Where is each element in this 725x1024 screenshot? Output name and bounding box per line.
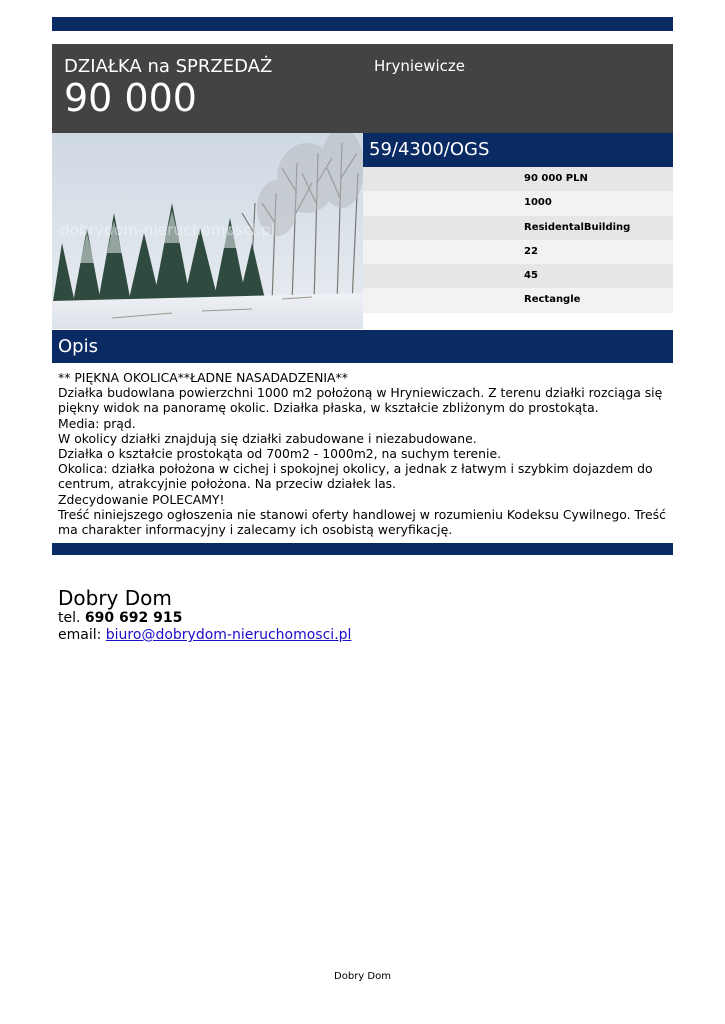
details-table bbox=[363, 167, 673, 313]
email-label: email: bbox=[58, 627, 102, 643]
property-photo bbox=[52, 133, 363, 329]
detail-value: 45 bbox=[524, 270, 538, 282]
bottom-accent-bar bbox=[52, 543, 673, 555]
listing-type: DZIAŁKA na SPRZEDAŻ bbox=[64, 56, 273, 77]
description-line: Działka o kształcie prostokąta od 700m2 - 1000m2, na suchym terenie. bbox=[58, 446, 502, 462]
detail-row-length bbox=[363, 264, 673, 288]
listing-location: Hryniewicze bbox=[374, 57, 466, 75]
description-line: ** PIĘKNA OKOLICA**ŁADNE NASADADZENIA** bbox=[58, 370, 348, 385]
description-line: Treść niniejszego ogłoszenia nie stanowi oferty handlowej w rozumieniu Kodeksu Cywilnego. Treść ma charakter informacyjny i zalecamy ich osobistą weryfikację. bbox=[58, 506, 666, 538]
listing-price: 90 000 bbox=[64, 76, 197, 120]
phone-line bbox=[58, 610, 658, 627]
description-line: Zdecydowanie POLECAMY! bbox=[58, 491, 225, 507]
email-line bbox=[58, 627, 658, 644]
phone-label: tel. bbox=[58, 610, 81, 626]
reference-number: 59/4300/OGS bbox=[369, 139, 490, 160]
detail-row-area bbox=[363, 191, 673, 215]
description-line: Media: prąd. bbox=[58, 415, 136, 431]
top-accent-bar bbox=[52, 17, 673, 31]
description-line: Działka budowlana powierzchni 1000 m2 położoną w Hryniewiczach. Z terenu działki rozciąga się piękny widok na panoramę okolic. Działka płaska, w kształcie zbliżonym do prostokąta. bbox=[58, 385, 663, 416]
listing-header bbox=[52, 44, 673, 133]
contact-block bbox=[58, 586, 658, 644]
email-link[interactable]: biuro@dobrydom-nieruchomosci.pl bbox=[105, 627, 352, 643]
detail-row-shape bbox=[363, 288, 673, 312]
detail-row-purpose bbox=[363, 216, 673, 240]
detail-row-width bbox=[363, 240, 673, 264]
description-line: W okolicy działki znajdują się działki zabudowane i niezabudowane. bbox=[58, 430, 477, 446]
detail-value: 90 000 PLN bbox=[524, 173, 588, 184]
agency-name: Dobry Dom bbox=[58, 586, 172, 610]
description-body bbox=[58, 370, 670, 537]
detail-value: 22 bbox=[524, 245, 538, 257]
description-line: Okolica: działka położona w cichej i spokojnej okolicy, a jednak z łatwym i szybkim dojazdem do centrum, atrakcyjnie położona. Na przeciw działek las. bbox=[58, 461, 653, 492]
detail-value: 1000 bbox=[524, 197, 552, 209]
photo-watermark: dobrydom-nieruchomosci.pl bbox=[60, 221, 275, 239]
detail-value: ResidentalBuilding bbox=[524, 221, 631, 233]
phone-number: 690 692 915 bbox=[84, 610, 183, 626]
detail-row-price bbox=[363, 167, 673, 191]
description-title: Opis bbox=[58, 336, 98, 357]
page-footer: Dobry Dom bbox=[334, 971, 391, 982]
detail-value: Rectangle bbox=[524, 294, 581, 306]
reference-header bbox=[363, 133, 673, 167]
description-header bbox=[52, 330, 673, 363]
